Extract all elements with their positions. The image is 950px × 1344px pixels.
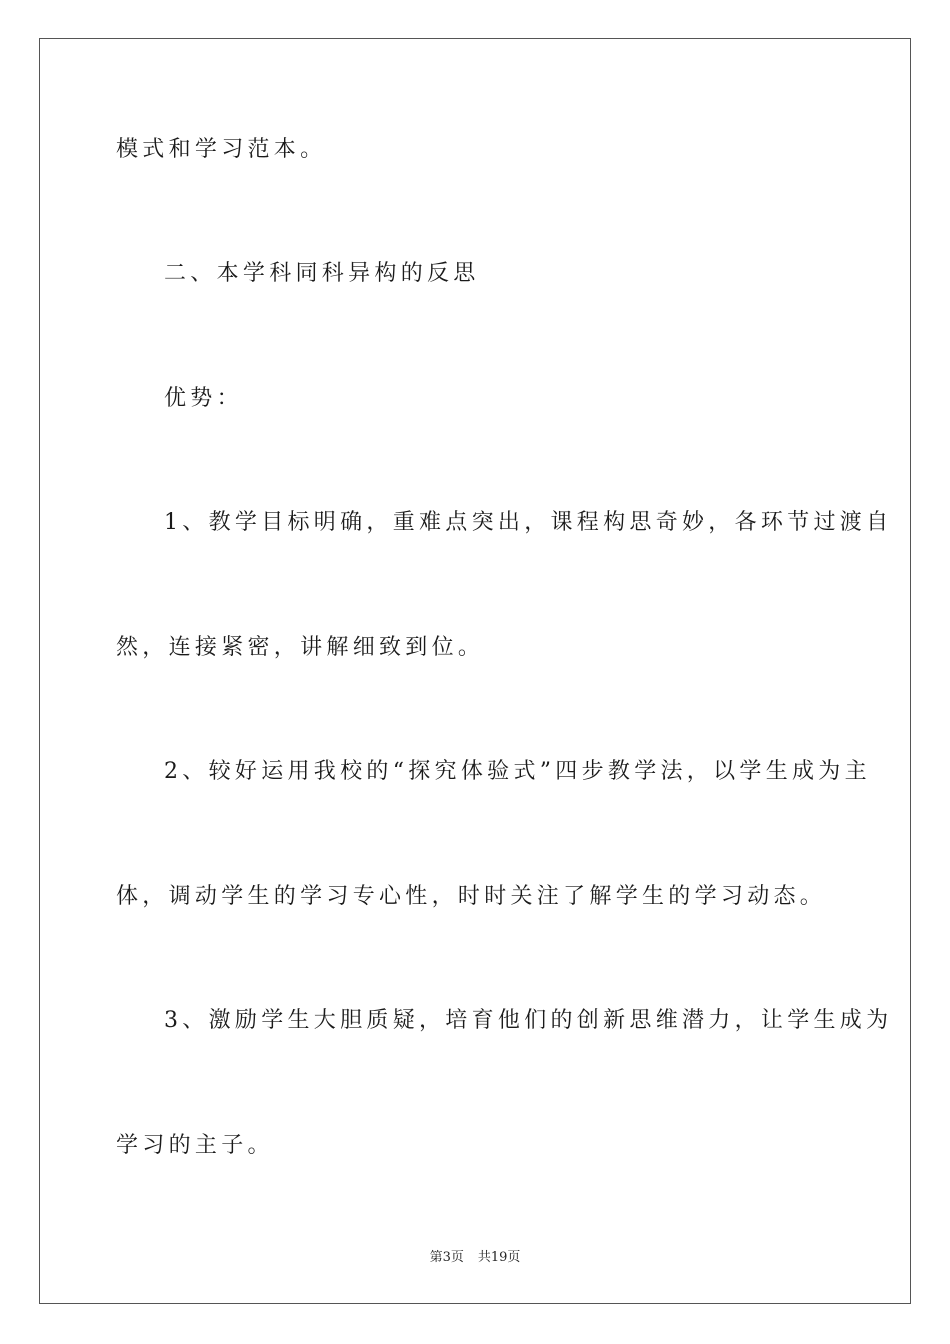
page-total: 共19页 — [477, 1250, 521, 1265]
page-footer — [0, 1246, 950, 1265]
text-line-item1-b: 然，连接紧密，讲解细致到位。 — [116, 635, 485, 660]
section-heading: 二、本学科同科异构的反思 — [164, 261, 480, 286]
page-number: 第3页 — [429, 1250, 464, 1265]
text-line-item2-a: 2、较好运用我校的“探究体验式”四步教学法，以学生成为主 — [164, 759, 871, 784]
subheading-advantages: 优势： — [164, 386, 243, 411]
text-line-item2-b: 体，调动学生的学习专心性，时时关注了解学生的学习动态。 — [116, 884, 827, 909]
page-border — [39, 38, 911, 1304]
text-line-1: 模式和学习范本。 — [116, 137, 327, 162]
text-line-item3-b: 学习的主子。 — [116, 1133, 274, 1158]
text-line-item1-a: 1、教学目标明确，重难点突出，课程构思奇妙，各环节过渡自 — [164, 510, 893, 535]
text-line-item3-a: 3、激励学生大胆质疑，培育他们的创新思维潜力，让学生成为 — [164, 1008, 893, 1033]
